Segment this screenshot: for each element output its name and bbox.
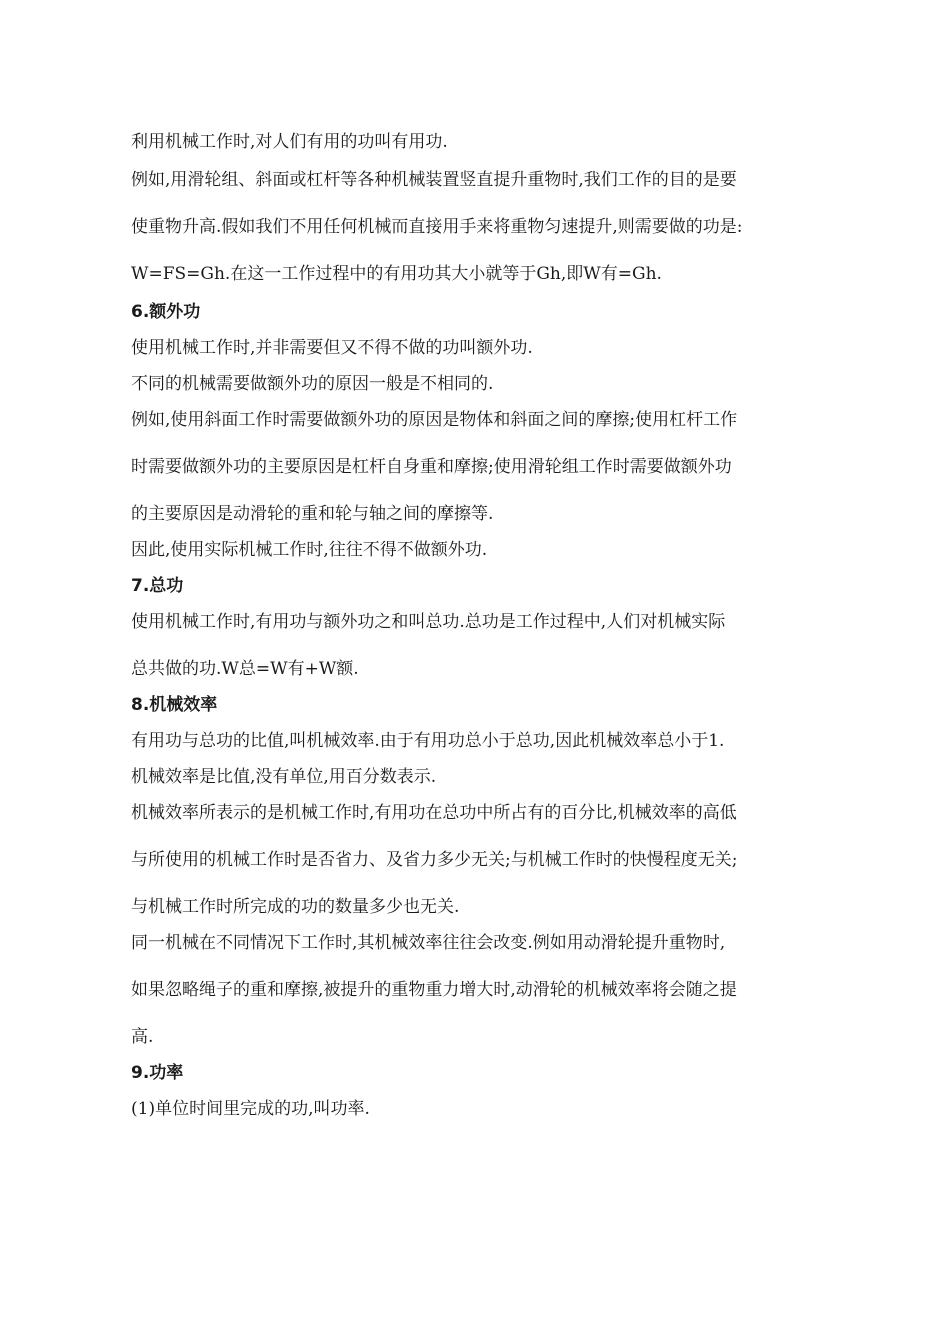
paragraph-line: (1)单位时间里完成的功,叫功率. bbox=[131, 1099, 370, 1119]
section-heading-extra-work: 6.额外功 bbox=[131, 302, 201, 322]
paragraph-line: 例如,使用斜面工作时需要做额外功的原因是物体和斜面之间的摩擦;使用杠杆工作 bbox=[131, 410, 738, 430]
paragraph-line: 与机械工作时所完成的功的数量多少也无关. bbox=[131, 897, 460, 917]
paragraph-line: 有用功与总功的比值,叫机械效率.由于有用功总小于总功,因此机械效率总小于1. bbox=[131, 731, 725, 751]
section-heading-efficiency: 8.机械效率 bbox=[131, 695, 218, 715]
paragraph-line: 如果忽略绳子的重和摩擦,被提升的重物重力增大时,动滑轮的机械效率将会随之提 bbox=[131, 980, 737, 1000]
paragraph-line: 使用机械工作时,并非需要但又不得不做的功叫额外功. bbox=[131, 338, 533, 358]
paragraph-line: 因此,使用实际机械工作时,往往不得不做额外功. bbox=[131, 540, 488, 560]
paragraph-line: 高. bbox=[131, 1027, 154, 1047]
paragraph-line: 总共做的功.W总=W有+W额. bbox=[131, 659, 359, 679]
paragraph-line: 同一机械在不同情况下工作时,其机械效率往往会改变.例如用动滑轮提升重物时, bbox=[131, 933, 726, 953]
paragraph-line: 使用机械工作时,有用功与额外功之和叫总功.总功是工作过程中,人们对机械实际 bbox=[131, 612, 726, 632]
paragraph-line: 的主要原因是动滑轮的重和轮与轴之间的摩擦等. bbox=[131, 504, 494, 524]
paragraph-line: 机械效率是比值,没有单位,用百分数表示. bbox=[131, 767, 437, 787]
section-heading-total-work: 7.总功 bbox=[131, 576, 184, 596]
paragraph-line: 利用机械工作时,对人们有用的功叫有用功. bbox=[131, 132, 448, 152]
paragraph-line: 与所使用的机械工作时是否省力、及省力多少无关;与机械工作时的快慢程度无关; bbox=[131, 850, 738, 870]
paragraph-line: 例如,用滑轮组、斜面或杠杆等各种机械装置竖直提升重物时,我们工作的目的是要 bbox=[131, 170, 737, 190]
paragraph-line: 不同的机械需要做额外功的原因一般是不相同的. bbox=[131, 374, 494, 394]
paragraph-line: 时需要做额外功的主要原因是杠杆自身重和摩擦;使用滑轮组工作时需要做额外功 bbox=[131, 457, 732, 477]
document-body bbox=[131, 128, 831, 1123]
section-heading-power: 9.功率 bbox=[131, 1063, 184, 1083]
paragraph-line: W=FS=Gh.在这一工作过程中的有用功其大小就等于Gh,即W有=Gh. bbox=[131, 264, 662, 284]
paragraph-line: 使重物升高.假如我们不用任何机械而直接用手来将重物匀速提升,则需要做的功是: bbox=[131, 217, 743, 237]
paragraph-line: 机械效率所表示的是机械工作时,有用功在总功中所占有的百分比,机械效率的高低 bbox=[131, 803, 737, 823]
